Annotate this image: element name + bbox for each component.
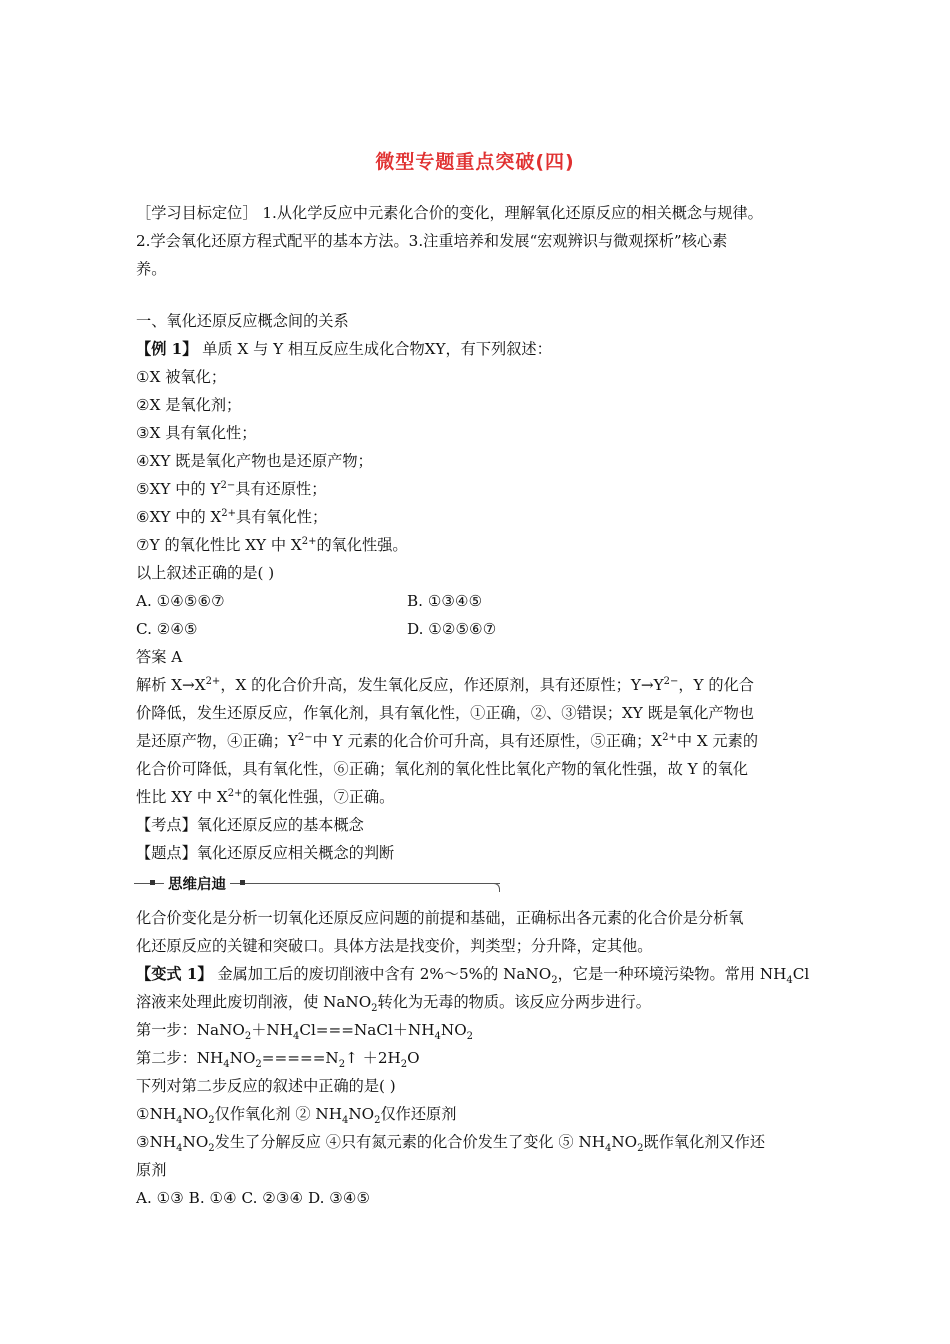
analysis-line-4: 化合价可降低，具有氧化性，⑥正确；氧化剂的氧化性比氧化产物的氧化性强，故 Y 的氧化 — [136, 760, 748, 778]
variant-1-line-1 — [136, 964, 810, 987]
sub: 4 — [605, 1143, 612, 1155]
t: NO — [611, 1133, 638, 1151]
t: ③NH — [136, 1133, 177, 1151]
t: 金属加工后的废切削液中含有 2%～5%的 NaNO — [212, 965, 552, 983]
thinking-line-1: 化合价变化是分析一切氧化还原反应问题的前提和基础，正确标出各元素的化合价是分析氧 — [136, 909, 744, 927]
t: ①NH — [136, 1105, 177, 1123]
variant-options: A. ①③ B. ①④ C. ②③④ D. ③④⑤ — [136, 1189, 371, 1207]
statement-7 — [136, 535, 408, 555]
statement-3: ③X 具有氧化性； — [136, 424, 257, 442]
statement-4: ④XY 既是氧化产物也是还原产物； — [136, 452, 373, 470]
sub: 2 — [208, 1115, 215, 1127]
t: ＋NH — [251, 1021, 293, 1039]
t: 中 X 元素的 — [676, 732, 759, 750]
objectives-line-3: 养。 — [136, 260, 167, 278]
t: 具有氧化性； — [236, 508, 328, 526]
t: 既作氧化剂又作还 — [643, 1133, 765, 1151]
sub: 2 — [338, 1059, 346, 1071]
step-2 — [136, 1048, 420, 1071]
sub: 2 — [374, 1115, 381, 1127]
t: Cl — [792, 965, 810, 983]
t: ，它是一种环境污染物。常用 NH — [557, 965, 787, 983]
sub: 4 — [341, 1115, 349, 1127]
charge: 2+ — [662, 731, 677, 743]
sub: 2 — [208, 1143, 215, 1155]
t: ，X 的化合价升高，发生氧化反应，作还原剂，具有还原性；Y→Y — [220, 676, 664, 694]
example-tag: 【例 1】 — [136, 340, 198, 358]
answer: 答案 A — [136, 648, 183, 666]
divider-corner — [493, 883, 500, 892]
t: 的氧化性强。 — [316, 536, 408, 554]
analysis-line-5 — [136, 787, 394, 807]
t: 第二步：NH — [136, 1049, 224, 1067]
variant-tag: 【变式 1】 — [136, 965, 213, 983]
t: 性比 XY 中 X — [136, 788, 228, 806]
statement-1: ①X 被氧化； — [136, 368, 227, 386]
variant-statements-1 — [136, 1104, 457, 1127]
sub: 4 — [176, 1143, 183, 1155]
statement-5 — [136, 479, 326, 499]
variant-statements-2 — [136, 1132, 765, 1155]
t: ↑ ＋2H — [345, 1049, 401, 1067]
t: ⑦Y 的氧化性比 XY 中 X — [136, 536, 302, 554]
sub: 2 — [466, 1031, 474, 1043]
thinking-box-label: 思维启迪 — [164, 873, 230, 894]
t: 具有还原性； — [235, 480, 327, 498]
t: 仅作氧化剂 ② NH — [214, 1105, 342, 1123]
step-1 — [136, 1020, 474, 1043]
charge: 2− — [663, 675, 679, 687]
example-stem-text: 单质 X 与 Y 相互反应生成化合物XY，有下列叙述： — [197, 340, 552, 358]
variant-1-line-2 — [136, 992, 651, 1015]
analysis-line-1 — [136, 675, 754, 695]
t: 仅作还原剂 — [380, 1105, 457, 1123]
sub: 4 — [176, 1115, 183, 1127]
example-1-stem — [136, 339, 552, 359]
sub: 2 — [637, 1143, 644, 1155]
section-heading: 一、氧化还原反应概念间的关系 — [136, 312, 349, 330]
t: NO — [182, 1133, 209, 1151]
charge: 2− — [220, 479, 236, 491]
sub: 2 — [244, 1031, 252, 1043]
kaodian: 【考点】氧化还原反应的基本概念 — [136, 816, 364, 834]
objectives-line-2: 2.学会氧化还原方程式配平的基本方法。3.注重培养和发展“宏观辨识与微观探析”核心素 — [136, 232, 728, 250]
t: 转化为无毒的物质。该反应分两步进行。 — [377, 993, 651, 1011]
t: 解析 X→X — [136, 676, 206, 694]
charge: 2+ — [221, 507, 237, 519]
t: 的氧化性强，⑦正确。 — [242, 788, 395, 806]
analysis-line-2: 价降低，发生还原反应，作氧化剂，具有氧化性，①正确，②、③错误；XY 既是氧化产物也 — [136, 704, 754, 722]
analysis-line-3 — [136, 731, 758, 751]
sub: 4 — [223, 1059, 230, 1071]
thinking-line-2: 化还原反应的关键和突破口。具体方法是找变价，判类型；分升降，定其他。 — [136, 937, 653, 955]
t: Cl===NaCl＋NH — [299, 1021, 435, 1039]
objectives-line-1: ［学习目标定位］ 1.从化学反应中元素化合价的变化，理解氧化还原反应的相关概念与规律。 — [136, 204, 763, 222]
t: O — [407, 1049, 420, 1067]
t: 中 Y 元素的化合价可升高，具有还原性，⑤正确；X — [312, 732, 663, 750]
sub: 4 — [786, 975, 793, 987]
statement-2: ②X 是氧化剂； — [136, 396, 242, 414]
t: 是还原产物，④正确；Y — [136, 732, 298, 750]
sub: 2 — [371, 1003, 378, 1015]
page-title: 微型专题重点突破(四) — [375, 151, 575, 173]
charge: 2+ — [227, 787, 243, 799]
option-a: A. ①④⑤⑥⑦ — [136, 592, 225, 610]
sub: 2 — [551, 975, 558, 987]
sub: 4 — [292, 1031, 300, 1043]
tidian: 【题点】氧化还原反应相关概念的判断 — [136, 844, 395, 862]
sub: 2 — [255, 1059, 262, 1071]
t: 溶液来处理此废切削液，使 NaNO — [136, 993, 372, 1011]
charge: 2− — [297, 731, 313, 743]
thinking-box-header — [134, 874, 500, 892]
t: NO — [229, 1049, 256, 1067]
variant-question: 下列对第二步反应的叙述中正确的是( ) — [136, 1077, 396, 1095]
question: 以上叙述正确的是( ) — [136, 564, 275, 582]
statement-6 — [136, 507, 327, 527]
sub: 4 — [434, 1031, 441, 1043]
t: NO — [348, 1105, 375, 1123]
t: NO — [440, 1021, 467, 1039]
option-c: C. ②④⑤ — [136, 620, 198, 638]
square-bullet-icon — [150, 880, 155, 885]
t: ⑥XY 中的 X — [136, 508, 222, 526]
charge: 2+ — [301, 535, 317, 547]
t: ，Y 的化合 — [678, 676, 754, 694]
t: 第一步：NaNO — [136, 1021, 245, 1039]
square-bullet-icon — [240, 880, 245, 885]
variant-statements-3: 原剂 — [136, 1161, 167, 1179]
t: 发生了分解反应 ④只有氮元素的化合价发生了变化 ⑤ NH — [214, 1133, 605, 1151]
t: ⑤XY 中的 Y — [136, 480, 221, 498]
charge: 2+ — [205, 675, 221, 687]
t: NO — [182, 1105, 209, 1123]
option-d: D. ①②⑤⑥⑦ — [407, 620, 497, 638]
sub: 2 — [400, 1059, 408, 1071]
t: =====N — [261, 1049, 339, 1067]
option-b: B. ①③④⑤ — [407, 592, 483, 610]
